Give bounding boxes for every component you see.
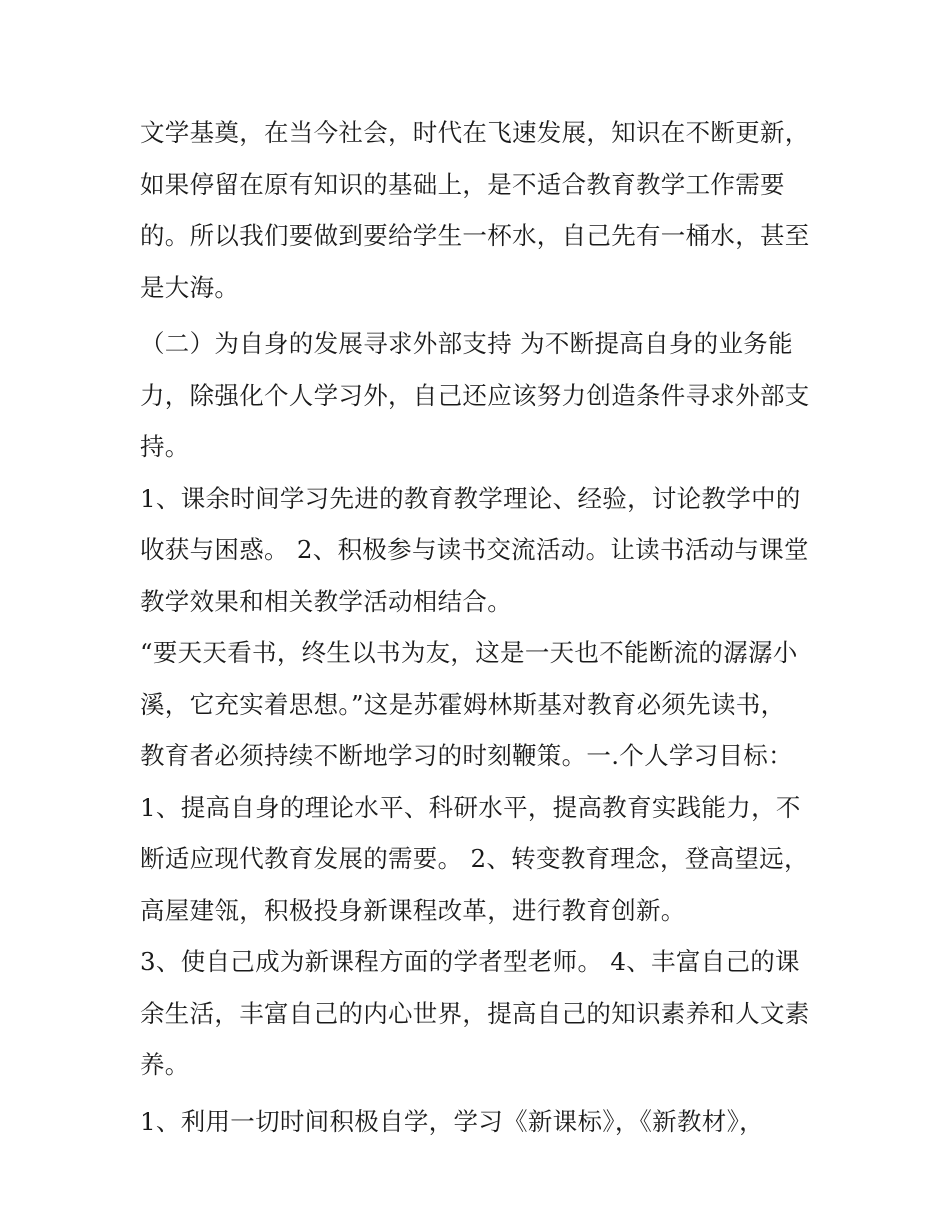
body-text: [140, 107, 820, 1147]
text-line: 持。: [140, 432, 190, 461]
text-line: （二）为自身的发展寻求外部支持 为不断提高自身的业务能: [140, 329, 793, 358]
text-line: 1、利用一切时间积极自学，学习《新课标》，《新教材》，: [140, 1106, 764, 1136]
text-line: 的。所以我们要做到要给学生一杯水，自己先有一桶水，甚至: [140, 221, 810, 250]
text-line: 收获与困惑。 2、积极参与读书交流活动。让读书活动与课堂: [140, 535, 809, 564]
text-line: 1、提高自身的理论水平、科研水平，提高教育实践能力，不: [140, 792, 801, 822]
text-line: 高屋建瓴，积极投身新课程改革，进行教育创新。: [140, 895, 686, 925]
text-line: “要天天看书，终生以书为友，这是一天也不能断流的潺潺小: [140, 638, 798, 667]
text-line: 如果停留在原有知识的基础上，是不适合教育教学工作需要: [140, 169, 785, 199]
text-line: 教学效果和相关教学活动相结合。: [140, 586, 512, 616]
text-line: 余生活，丰富自己的内心世界，提高自己的知识素养和人文素: [140, 998, 810, 1028]
text-line: 1、课余时间学习先进的教育教学理论、经验，讨论教学中的: [140, 483, 801, 513]
text-line: 教育者必须持续不断地学习的时刻鞭策。一.个人学习目标：: [140, 741, 793, 770]
text-line: 力，除强化个人学习外，自己还应该努力创造条件寻求外部支: [140, 380, 810, 410]
text-line: 溪，它充实着思想。”这是苏霍姆林斯基对教育必须先读书，: [140, 689, 786, 719]
text-line: 养。: [140, 1050, 190, 1079]
text-line: 断适应现代教育发展的需要。 2、转变教育理念，登高望远，: [140, 844, 809, 873]
text-line: 3、使自己成为新课程方面的学者型老师。 4、丰富自己的课: [140, 947, 800, 976]
text-line: 是大海。: [140, 272, 240, 302]
text-line: 文学基奠，在当今社会，时代在飞速发展，知识在不断更新，: [140, 118, 810, 147]
